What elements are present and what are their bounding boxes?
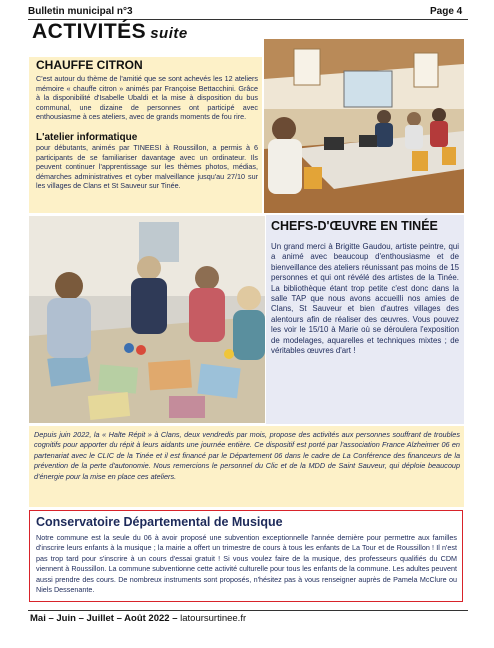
page-title-main: ACTIVITÉS bbox=[32, 20, 147, 43]
chefs-doeuvre-heading: CHEFS-D'ŒUVRE EN TINÉE bbox=[271, 219, 438, 233]
page-number: Page 4 bbox=[430, 6, 463, 17]
conservatoire-paragraph: Notre commune est la seule du 06 à avoir proposé une subvention exceptionnelle l'année dernière pour permettre aux familles d'inscrire leurs enfants à la musique ; la mairie a offert un trimestre de cours à tous les enfants de La Tour et de Roussillon ! Il n'est pas trop tard pour s'inscrire à un cours d'essai gratuit ! Si vous voulez faire de la musique, des professeurs qualifiés du CDM viennent à Roussillon. La commune subventionne cette activité culturelle pour tous les enfants de la commune. Les adultes peuvent aussi prendre des cours. De nombreux instruments sont proposés, n'hésitez pas à vous renseigner auprès de Pamela McClure ou Niels Dessenante. bbox=[36, 533, 457, 595]
chauffe-citron-paragraph: C'est autour du thème de l'amitié que se sont achevés les 12 ateliers mémoire « chauffe citron » animés par Françoise Bettacchini. Grâce à la disponibilité d'Isabelle Ubaldi et la mise à disposition du bus communal, une dizaine de personnes ont participé avec enthousiasme à ces ateliers, avec de grands moments de fou rire. bbox=[36, 74, 258, 122]
painting-workshop-photo bbox=[29, 216, 265, 423]
computer-workshop-photo bbox=[264, 39, 464, 213]
footer-website: latoursurtinee.fr bbox=[180, 613, 247, 624]
page-title bbox=[32, 20, 188, 44]
atelier-informatique-heading: L'atelier informatique bbox=[36, 132, 138, 143]
footer-dates: Mai – Juin – Juillet – Août 2022 – bbox=[30, 613, 178, 624]
footer-divider bbox=[28, 610, 468, 611]
conservatoire-heading: Conservatoire Départemental de Musique bbox=[36, 515, 283, 529]
footer bbox=[30, 613, 246, 624]
bulletin-header-title: Bulletin municipal n°3 bbox=[28, 6, 133, 17]
atelier-informatique-paragraph: pour débutants, animés par TINEESI à Roussillon, a permis à 6 participants de se familiariser davantage avec un ordinateur. Ils peuvent continuer l'apprentissage sur les thèmes photos, médias, démarches administratives et cyber malveillance jusqu'au 27/10 sur les villages de Clans et St Sauveur sur Tinée. bbox=[36, 143, 258, 191]
chauffe-citron-heading: CHAUFFE CITRON bbox=[36, 58, 143, 72]
page-title-suite: suite bbox=[150, 25, 188, 42]
chefs-doeuvre-paragraph: Un grand merci à Brigitte Gaudou, artiste peintre, qui a animé avec beaucoup d'enthousiasme et de bienveillance des ateliers réunissant pas moins de 15 personnes et qui ont révélé des artistes de la Tinée. La bibliothèque étant trop petite c'est donc dans la salle TAP que nous avons accueilli nos amies de Clans, St Sauveur et bien d'autres villages des alentours afin de réaliser des œuvres. Vous pouvez les voir le 15/10 à Marie où se déroulera l'exposition de modelages, aquarelles et techniques mixtes ; de véritables œuvres d'art ! bbox=[271, 242, 459, 356]
halte-repit-paragraph: Depuis juin 2022, la « Halte Répit » à Clans, deux vendredis par mois, propose des activités aux personnes souffrant de troubles cognitifs pour apporter du répit à leurs aidants une journée entière. Ce dispositif est porté par l'association France Alzheimer 06 en partenariat avec le CLIC de la Tinée et il est financé par le Département 06 dans le cadre de La Conférence des financeurs de la prévention de la perte d'autonomie. Nous remercions le personnel du Clic et de la MDD de Saint Sauveur, qui déploie beaucoup d'énergie pour la mise en place ces ateliers. bbox=[34, 430, 460, 481]
